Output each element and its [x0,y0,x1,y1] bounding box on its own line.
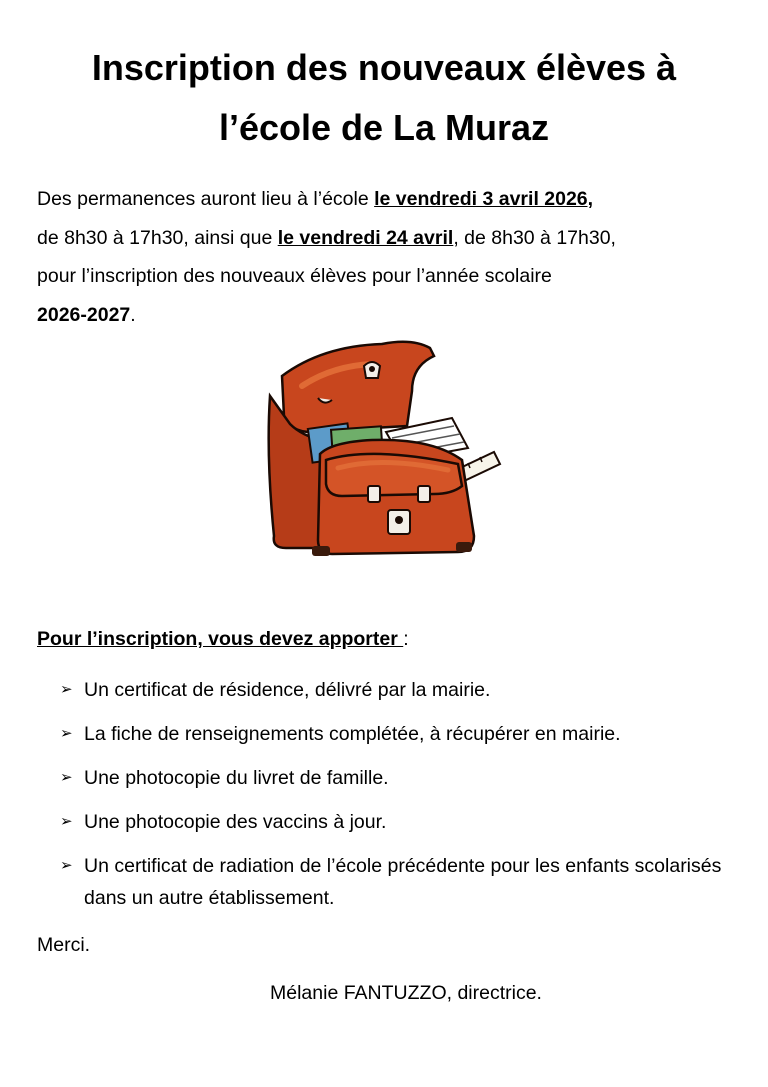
list-item-text: Une photocopie du livret de famille. [84,767,389,789]
list-item-text: Une photocopie des vaccins à jour. [84,811,387,833]
requirements-heading [37,628,409,651]
list-item [60,850,750,914]
list-item [60,806,750,838]
arrow-bullet-icon: ➢ [60,813,73,830]
intro-text-2: de 8h30 à 17h30, ainsi que [37,226,278,249]
first-date: le vendredi 3 avril 2026, [374,188,594,210]
intro-period: . [130,303,136,326]
title-line-2: l’école de La Muraz [218,107,550,148]
school-bag-icon [262,336,504,566]
list-item-text: Un certificat de radiation de l’école précédente pour les enfants scolarisés dans un autre établissement. [84,855,722,909]
intro-line-2 [37,219,737,258]
requirements-list [60,674,750,926]
page-title [0,38,768,158]
list-item [60,718,750,750]
list-item [60,762,750,794]
arrow-bullet-icon: ➢ [60,857,73,874]
list-item [60,674,750,706]
school-year: 2026-2027 [37,303,131,326]
list-item-text: Un certificat de résidence, délivré par la mairie. [84,679,491,701]
intro-line-1 [37,180,737,219]
intro-line-4 [37,296,737,335]
signature: Mélanie FANTUZZO, directrice. [270,982,542,1004]
list-item-text: La fiche de renseignements complétée, à récupérer en mairie. [84,723,621,745]
arrow-bullet-icon: ➢ [60,725,73,742]
title-line-1: Inscription des nouveaux élèves à [91,47,677,88]
intro-line-3: pour l’inscription des nouveaux élèves pour l’année scolaire [37,265,552,287]
intro-text-1: Des permanences auront lieu à l’école [37,188,375,210]
arrow-bullet-icon: ➢ [60,681,73,698]
requirements-colon: : [403,628,409,650]
second-date: le vendredi 24 avril [277,226,454,249]
intro-paragraph [37,180,737,334]
requirements-heading-text: Pour l’inscription, vous devez apporter [37,628,404,650]
arrow-bullet-icon: ➢ [60,769,73,786]
thanks-text: Merci. [37,934,91,956]
intro-text-3: , de 8h30 à 17h30, [453,226,616,249]
